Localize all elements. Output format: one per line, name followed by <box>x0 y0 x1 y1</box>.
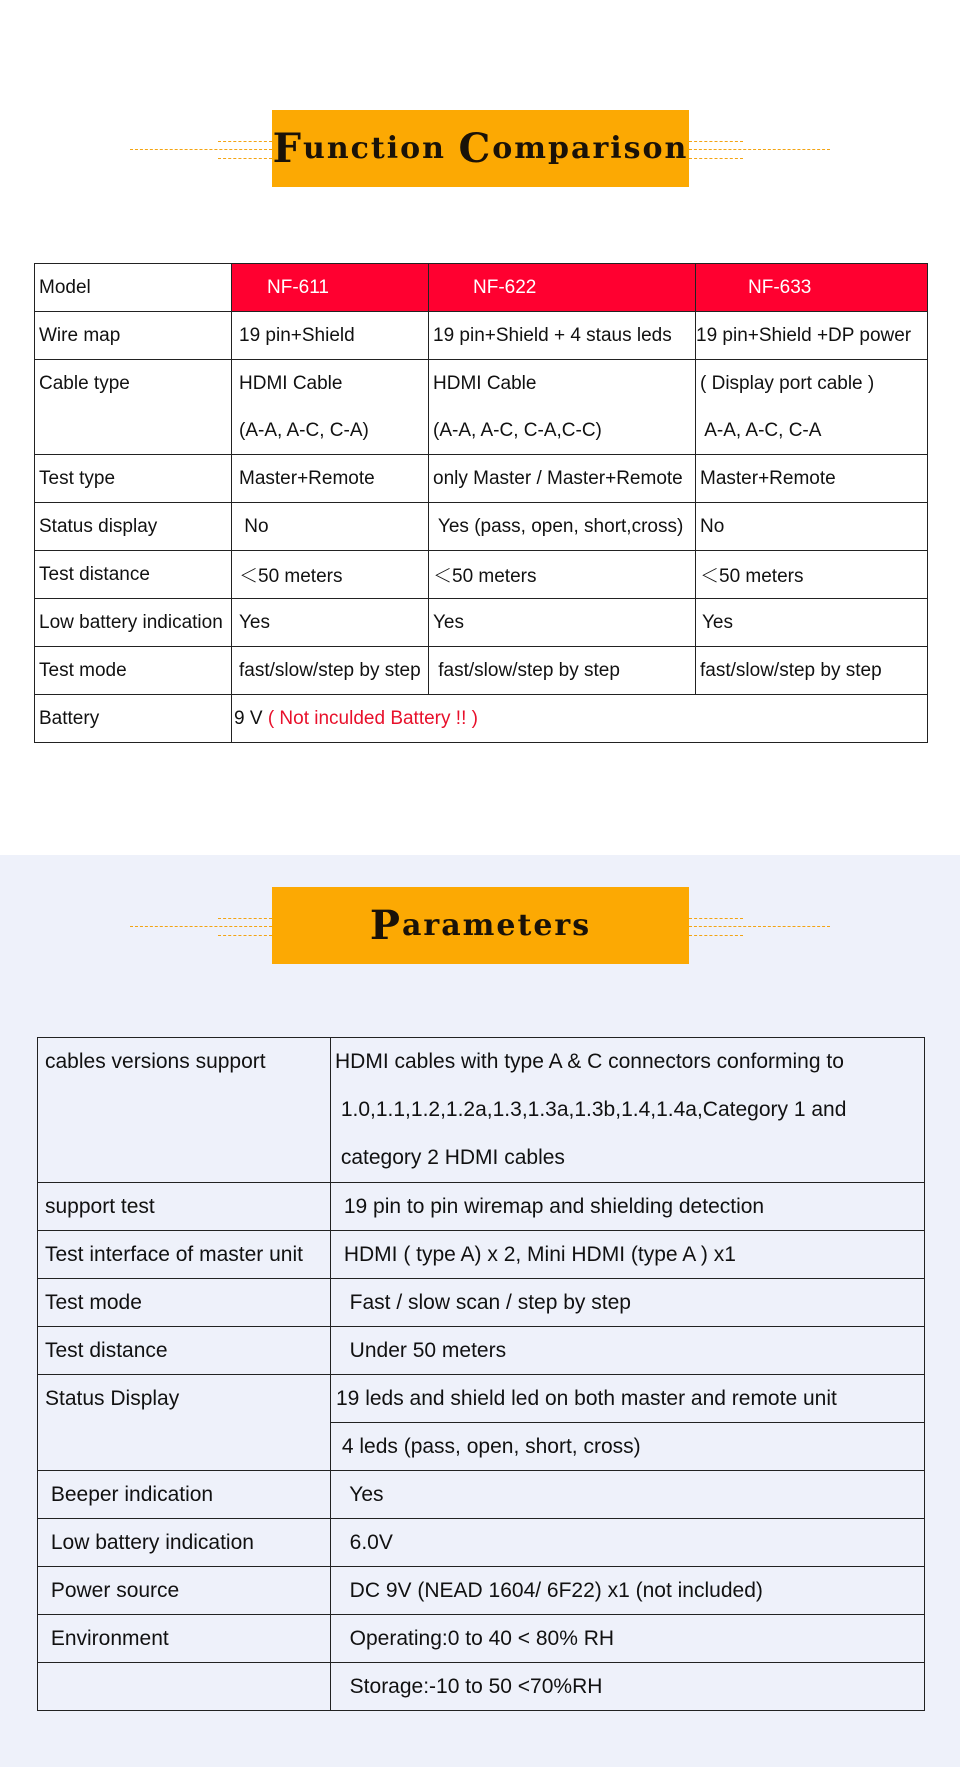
nf-622-cell: Yes <box>429 599 696 647</box>
param-value: Storage:-10 to 50 <70%RH <box>331 1663 925 1711</box>
banner-right-line <box>689 141 743 142</box>
nf-622-cell: fast/slow/step by step <box>429 647 696 695</box>
param-label: cables versions support <box>38 1038 331 1183</box>
banner-right-line <box>689 158 743 159</box>
table-row <box>38 1183 925 1231</box>
table-row <box>35 455 928 503</box>
banner-right-line <box>689 149 830 150</box>
param-value: Under 50 meters <box>331 1327 925 1375</box>
param-label: Status Display <box>38 1375 331 1471</box>
row-label: Wire map <box>35 312 232 360</box>
table-row <box>38 1327 925 1375</box>
banner-left-line <box>130 149 272 150</box>
table-row <box>38 1375 925 1423</box>
table-row <box>35 695 928 743</box>
nf-622-cell: HDMI Cable (A-A, A-C, C-A,C-C) <box>429 360 696 455</box>
param-value: HDMI cables with type A & C connectors conforming to 1.0,1.1,1.2,1.2a,1.3,1.3a,1.3b,1.4,1.4a,Category 1 and category 2 HDMI cables <box>331 1038 925 1183</box>
banner-left-line <box>218 935 272 936</box>
header-nf-633: NF-633 <box>696 264 928 312</box>
param-label: Environment <box>38 1615 331 1663</box>
param-label: Test mode <box>38 1279 331 1327</box>
row-label: Test type <box>35 455 232 503</box>
param-label-empty <box>38 1663 331 1711</box>
row-label: Cable type <box>35 360 232 455</box>
param-label: Test interface of master unit <box>38 1231 331 1279</box>
nf-622-cell: ＜50 meters <box>429 551 696 599</box>
table-row <box>35 551 928 599</box>
param-value: 6.0V <box>331 1519 925 1567</box>
table-header-row <box>35 264 928 312</box>
nf-633-cell: No <box>696 503 928 551</box>
row-label: Test distance <box>35 551 232 599</box>
battery-note: ( Not inculded Battery !! ) <box>267 707 478 729</box>
nf-611-cell: Yes <box>232 599 429 647</box>
param-label: support test <box>38 1183 331 1231</box>
table-row <box>35 360 928 455</box>
nf-622-cell: 19 pin+Shield + 4 staus leds <box>429 312 696 360</box>
nf-622-cell: only Master / Master+Remote <box>429 455 696 503</box>
nf-633-cell: ＜50 meters <box>696 551 928 599</box>
nf-633-cell: ( Display port cable ) A-A, A-C, C-A <box>696 360 928 455</box>
banner-left-line <box>218 141 272 142</box>
parameters-title: P arameters <box>272 887 689 964</box>
table-row <box>38 1231 925 1279</box>
table-row <box>38 1663 925 1711</box>
table-row <box>38 1615 925 1663</box>
parameters-table <box>37 1037 925 1711</box>
table-row <box>35 599 928 647</box>
nf-611-cell: ＜50 meters <box>232 551 429 599</box>
table-row <box>35 312 928 360</box>
param-value: Operating:0 to 40 < 80% RH <box>331 1615 925 1663</box>
param-value: DC 9V (NEAD 1604/ 6F22) x1 (not included) <box>331 1567 925 1615</box>
nf-633-cell: fast/slow/step by step <box>696 647 928 695</box>
table-row <box>35 647 928 695</box>
param-value: 19 leds and shield led on both master and remote unit <box>331 1375 925 1423</box>
table-row <box>38 1519 925 1567</box>
function-comparison-section <box>0 0 960 855</box>
param-label: Low battery indication <box>38 1519 331 1567</box>
nf-611-cell: fast/slow/step by step <box>232 647 429 695</box>
battery-cell: 9 V ( Not inculded Battery !! ) <box>232 695 928 743</box>
param-label: Beeper indication <box>38 1471 331 1519</box>
banner-right-line <box>689 918 743 919</box>
banner-right-line <box>689 926 830 927</box>
table-row <box>38 1038 925 1183</box>
banner-left-line <box>218 918 272 919</box>
banner-right-line <box>689 935 743 936</box>
function-comparison-title: F unction C omparison <box>272 110 689 187</box>
param-value: HDMI ( type A) x 2, Mini HDMI (type A ) x1 <box>331 1231 925 1279</box>
header-nf-622: NF-622 <box>429 264 696 312</box>
param-value: 19 pin to pin wiremap and shielding detection <box>331 1183 925 1231</box>
param-value: Fast / slow scan / step by step <box>331 1279 925 1327</box>
table-row <box>35 503 928 551</box>
header-model: Model <box>35 264 232 312</box>
nf-633-cell: Yes <box>696 599 928 647</box>
nf-611-cell: 19 pin+Shield <box>232 312 429 360</box>
row-label: Battery <box>35 695 232 743</box>
row-label: Status display <box>35 503 232 551</box>
nf-622-cell: Yes (pass, open, short,cross) <box>429 503 696 551</box>
table-row <box>38 1471 925 1519</box>
banner-left-line <box>130 926 272 927</box>
table-row <box>38 1567 925 1615</box>
row-label: Low battery indication <box>35 599 232 647</box>
nf-611-cell: Master+Remote <box>232 455 429 503</box>
table-row <box>38 1279 925 1327</box>
nf-633-cell: 19 pin+Shield +DP power <box>696 312 928 360</box>
nf-633-cell: Master+Remote <box>696 455 928 503</box>
param-label: Power source <box>38 1567 331 1615</box>
banner-left-line <box>218 158 272 159</box>
param-value: Yes <box>331 1471 925 1519</box>
param-value: 4 leds (pass, open, short, cross) <box>331 1423 925 1471</box>
row-label: Test mode <box>35 647 232 695</box>
nf-611-cell: No <box>232 503 429 551</box>
header-nf-611: NF-611 <box>232 264 429 312</box>
param-label: Test distance <box>38 1327 331 1375</box>
nf-611-cell: HDMI Cable (A-A, A-C, C-A) <box>232 360 429 455</box>
function-comparison-table <box>34 263 928 743</box>
